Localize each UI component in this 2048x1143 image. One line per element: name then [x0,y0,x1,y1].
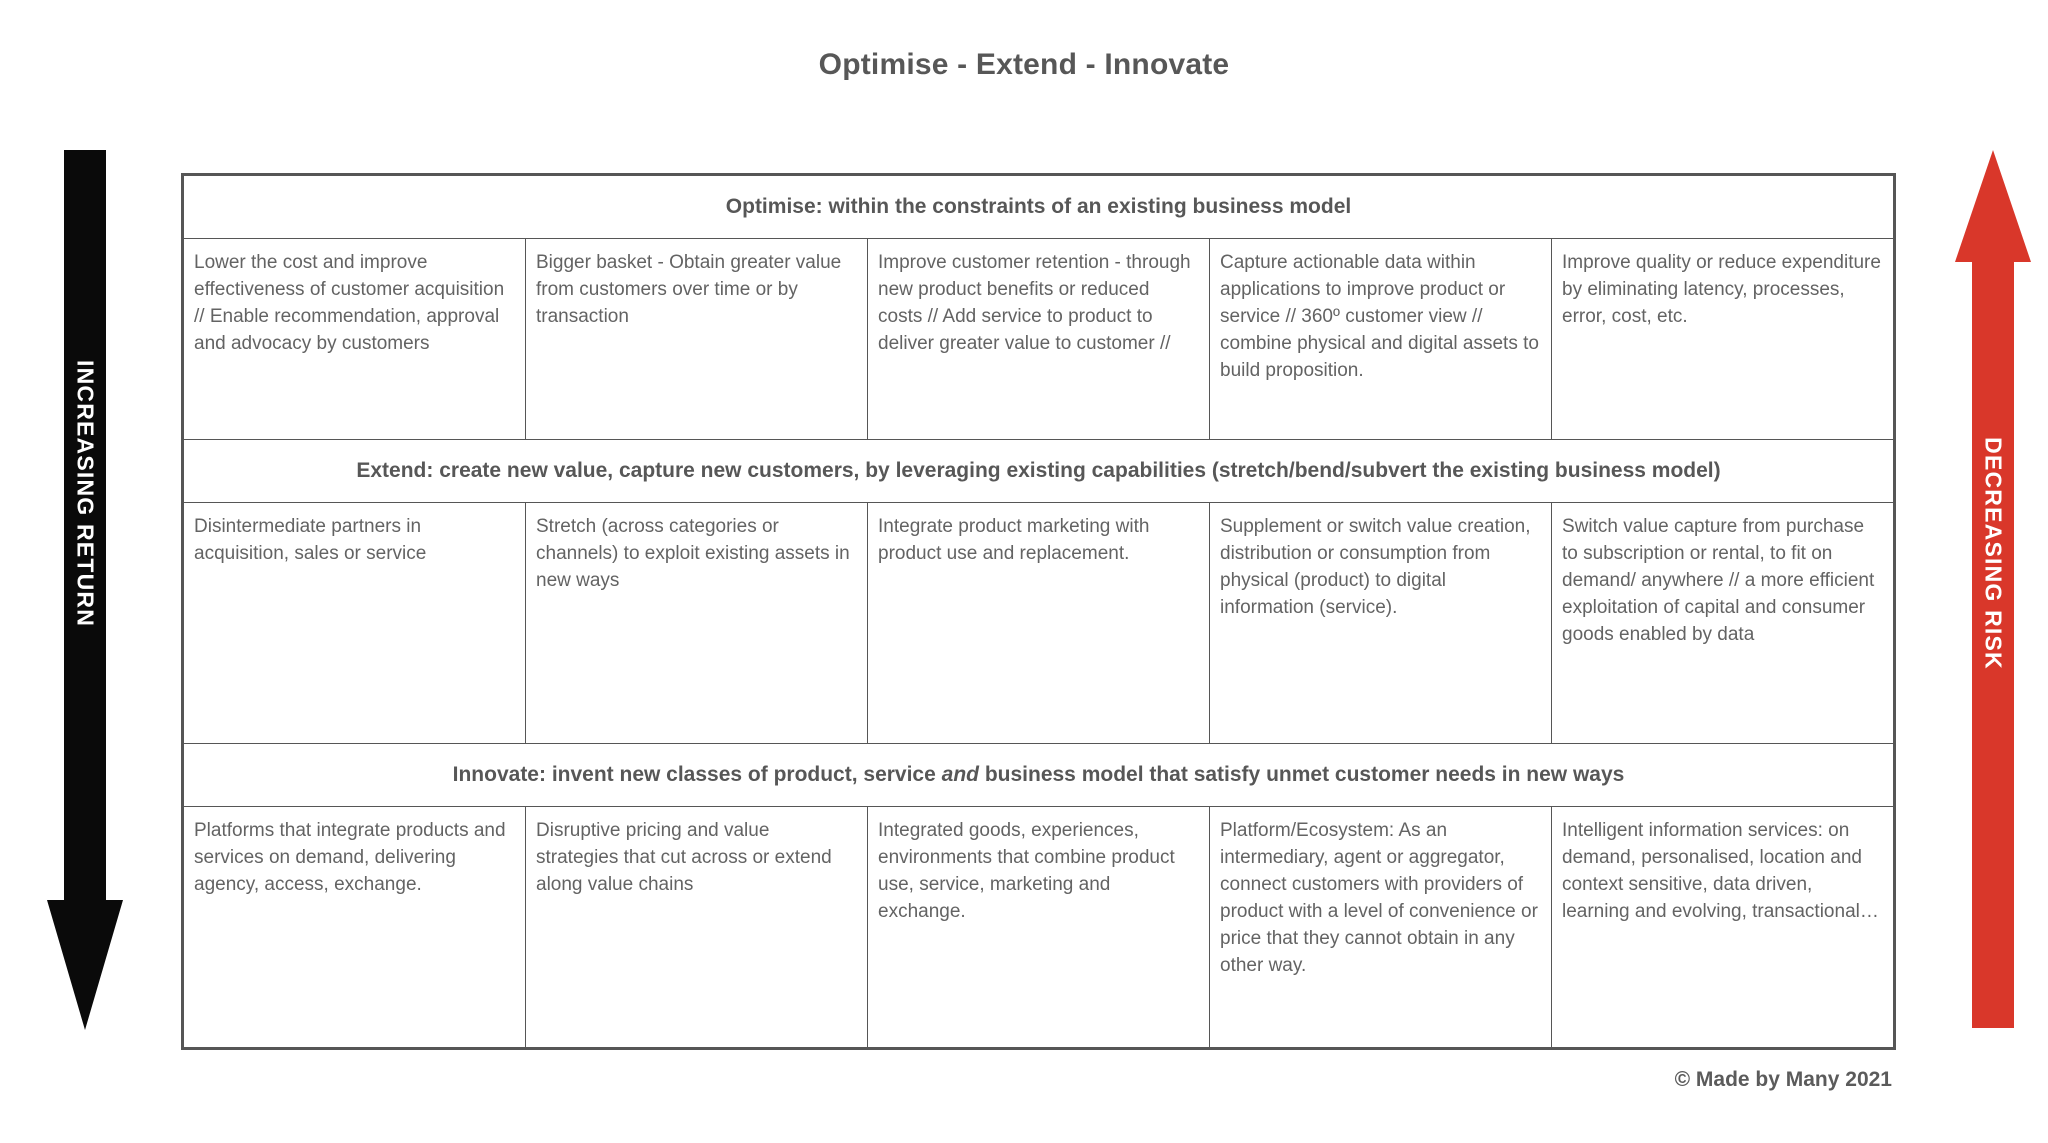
band-header-row-extend [184,440,1894,503]
copyright-footer: © Made by Many 2021 [1674,1068,1892,1091]
cell-innovate-2: Disruptive pricing and value strategies that cut across or extend along value chains [526,807,868,1048]
decreasing-risk-label: DECREASING RISK [1980,437,2007,670]
cell-optimise-1: Lower the cost and improve effectiveness of customer acquisition // Enable recommendation, approval and advocacy by customers [184,239,526,440]
cell-optimise-2: Bigger basket - Obtain greater value from customers over time or by transaction [526,239,868,440]
cell-extend-4: Supplement or switch value creation, distribution or consumption from physical (product) to digital information (service). [1210,503,1552,744]
band-header-row-innovate [184,744,1894,807]
table-row-extend [184,503,1894,744]
cell-optimise-4: Capture actionable data within applications to improve product or service // 360º customer view // combine physical and digital assets to build proposition. [1210,239,1552,440]
arrow-head-up-icon [1955,150,2031,262]
band-header-extend: Extend: create new value, capture new customers, by leveraging existing capabilities (stretch/bend/subvert the existing business model) [184,440,1894,503]
arrow-head-down-icon [47,900,123,1030]
strategy-matrix [181,173,1896,1050]
cell-innovate-1: Platforms that integrate products and services on demand, delivering agency, access, exchange. [184,807,526,1048]
decreasing-risk-arrow [1955,150,2031,1030]
cell-extend-3: Integrate product marketing with product use and replacement. [868,503,1210,744]
cell-innovate-4: Platform/Ecosystem: As an intermediary, agent or aggregator, connect customers with providers of product with a level of convenience or price that they cannot obtain in any other way. [1210,807,1552,1048]
band-header-innovate-emphasis: and [941,763,979,786]
table-row-optimise [184,239,1894,440]
page-title: Optimise - Extend - Innovate [818,48,1230,81]
cell-optimise-3: Improve customer retention - through new product benefits or reduced costs // Add service to product to deliver greater value to customer // [868,239,1210,440]
band-header-optimise: Optimise: within the constraints of an existing business model [184,176,1894,239]
cell-innovate-3: Integrated goods, experiences, environments that combine product use, service, marketing and exchange. [868,807,1210,1048]
cell-extend-2: Stretch (across categories or channels) to exploit existing assets in new ways [526,503,868,744]
band-header-innovate-prefix: Innovate: invent new classes of product, service [452,763,942,786]
cell-extend-1: Disintermediate partners in acquisition, sales or service [184,503,526,744]
band-header-row-optimise [184,176,1894,239]
cell-innovate-5: Intelligent information services: on demand, personalised, location and context sensitive, data driven, learning and evolving, transactional… [1552,807,1894,1048]
cell-optimise-5: Improve quality or reduce expenditure by eliminating latency, processes, error, cost, etc. [1552,239,1894,440]
increasing-return-label: INCREASING RETURN [72,359,99,628]
cell-extend-5: Switch value capture from purchase to subscription or rental, to fit on demand/ anywhere // a more efficient exploitation of capital and consumer goods enabled by data [1552,503,1894,744]
band-header-innovate-suffix: business model that satisfy unmet customer needs in new ways [978,763,1625,786]
table-row-innovate [184,807,1894,1048]
band-header-innovate [184,744,1894,807]
increasing-return-arrow [47,150,123,1030]
